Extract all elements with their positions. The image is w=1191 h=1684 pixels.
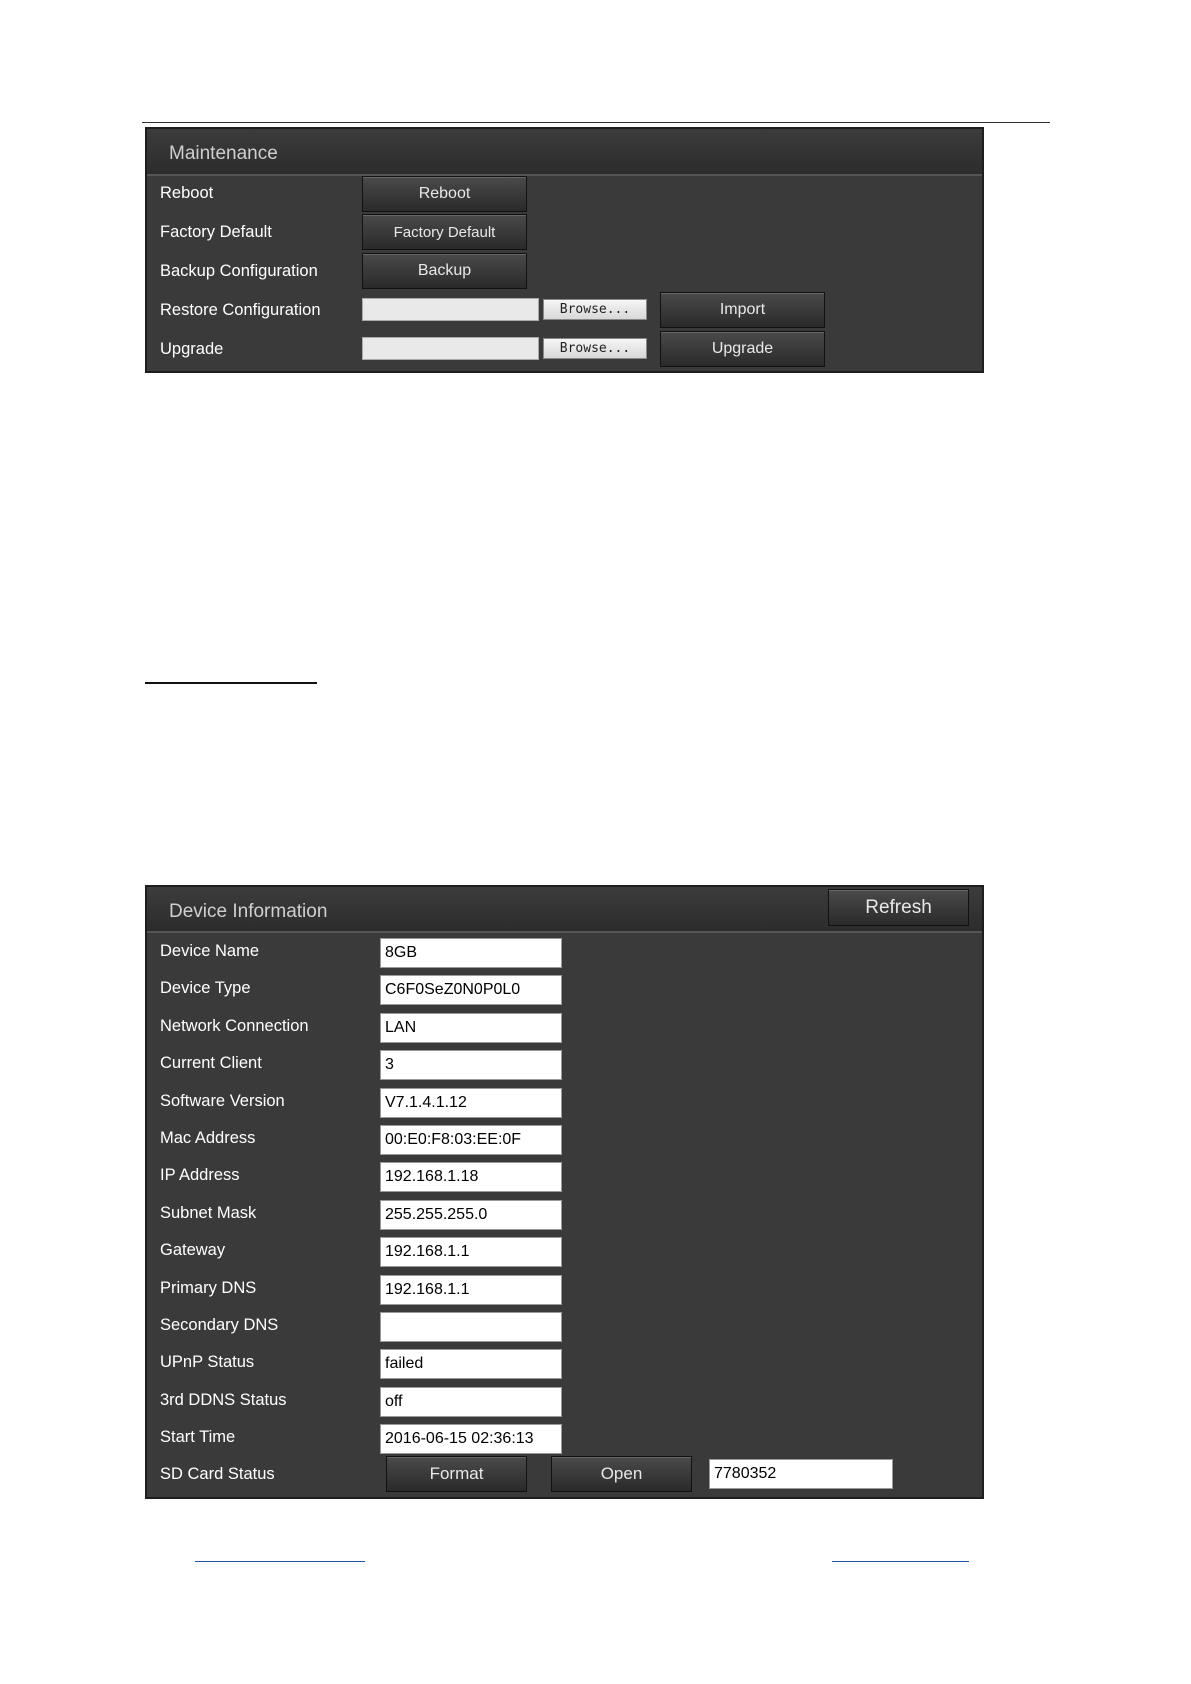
device-info-value-field[interactable]: 192.168.1.1 <box>380 1275 562 1305</box>
device-info-label: Gateway <box>160 1241 226 1259</box>
device-info-value-field[interactable]: 255.255.255.0 <box>380 1200 562 1230</box>
top-divider <box>142 122 1050 123</box>
backup-configuration-label: Backup Configuration <box>160 262 318 280</box>
device-info-label: Network Connection <box>160 1017 309 1035</box>
device-info-label: Device Type <box>160 979 251 997</box>
device-info-value-field[interactable]: 3 <box>380 1050 562 1080</box>
open-button[interactable]: Open <box>551 1456 692 1492</box>
upgrade-file-input[interactable] <box>362 337 539 360</box>
device-info-value-field[interactable]: failed <box>380 1349 562 1379</box>
restore-file-input[interactable] <box>362 298 539 321</box>
format-button[interactable]: Format <box>386 1456 527 1492</box>
device-info-label: Primary DNS <box>160 1279 257 1297</box>
device-info-label: Start Time <box>160 1428 236 1446</box>
device-info-label: IP Address <box>160 1166 240 1184</box>
device-info-value-field[interactable]: 00:E0:F8:03:EE:0F <box>380 1125 562 1155</box>
footer-link-left[interactable] <box>195 1561 365 1562</box>
device-information-title: Device Information <box>169 901 328 922</box>
sd-card-status-label: SD Card Status <box>160 1465 275 1483</box>
import-button[interactable]: Import <box>660 292 825 328</box>
device-info-value-field[interactable]: V7.1.4.1.12 <box>380 1088 562 1118</box>
factory-default-label: Factory Default <box>160 223 272 241</box>
upgrade-button[interactable]: Upgrade <box>660 331 825 367</box>
upgrade-browse-button[interactable]: Browse... <box>543 338 647 359</box>
device-info-value-field[interactable]: off <box>380 1387 562 1417</box>
upgrade-label: Upgrade <box>160 340 224 358</box>
restore-browse-button[interactable]: Browse... <box>543 299 647 320</box>
device-info-label: Device Name <box>160 942 260 960</box>
device-info-label: Software Version <box>160 1092 285 1110</box>
device-info-value-field[interactable]: 2016-06-15 02:36:13 <box>380 1424 562 1454</box>
footer-link-right[interactable] <box>832 1561 969 1562</box>
device-info-label: UPnP Status <box>160 1353 255 1371</box>
device-info-label: Mac Address <box>160 1129 256 1147</box>
refresh-button[interactable]: Refresh <box>828 889 969 926</box>
device-info-value-field[interactable]: LAN <box>380 1013 562 1043</box>
maintenance-panel <box>145 127 984 373</box>
device-info-value-field[interactable]: 192.168.1.18 <box>380 1162 562 1192</box>
section-underline <box>145 682 317 684</box>
reboot-button[interactable]: Reboot <box>362 176 527 212</box>
device-info-value-field[interactable] <box>380 1312 562 1342</box>
device-info-label: Secondary DNS <box>160 1316 279 1334</box>
maintenance-header <box>147 129 982 176</box>
device-info-value-field[interactable]: C6F0SeZ0N0P0L0 <box>380 975 562 1005</box>
maintenance-title: Maintenance <box>169 143 278 164</box>
device-info-value-field[interactable]: 192.168.1.1 <box>380 1237 562 1267</box>
device-info-label: Subnet Mask <box>160 1204 257 1222</box>
device-info-label: 3rd DDNS Status <box>160 1391 287 1409</box>
restore-configuration-label: Restore Configuration <box>160 301 321 319</box>
reboot-label: Reboot <box>160 184 214 202</box>
backup-button[interactable]: Backup <box>362 253 527 289</box>
device-info-value-field[interactable]: 8GB <box>380 938 562 968</box>
factory-default-button[interactable]: Factory Default <box>362 214 527 250</box>
sd-card-capacity-field[interactable]: 7780352 <box>709 1459 893 1489</box>
device-info-label: Current Client <box>160 1054 262 1072</box>
